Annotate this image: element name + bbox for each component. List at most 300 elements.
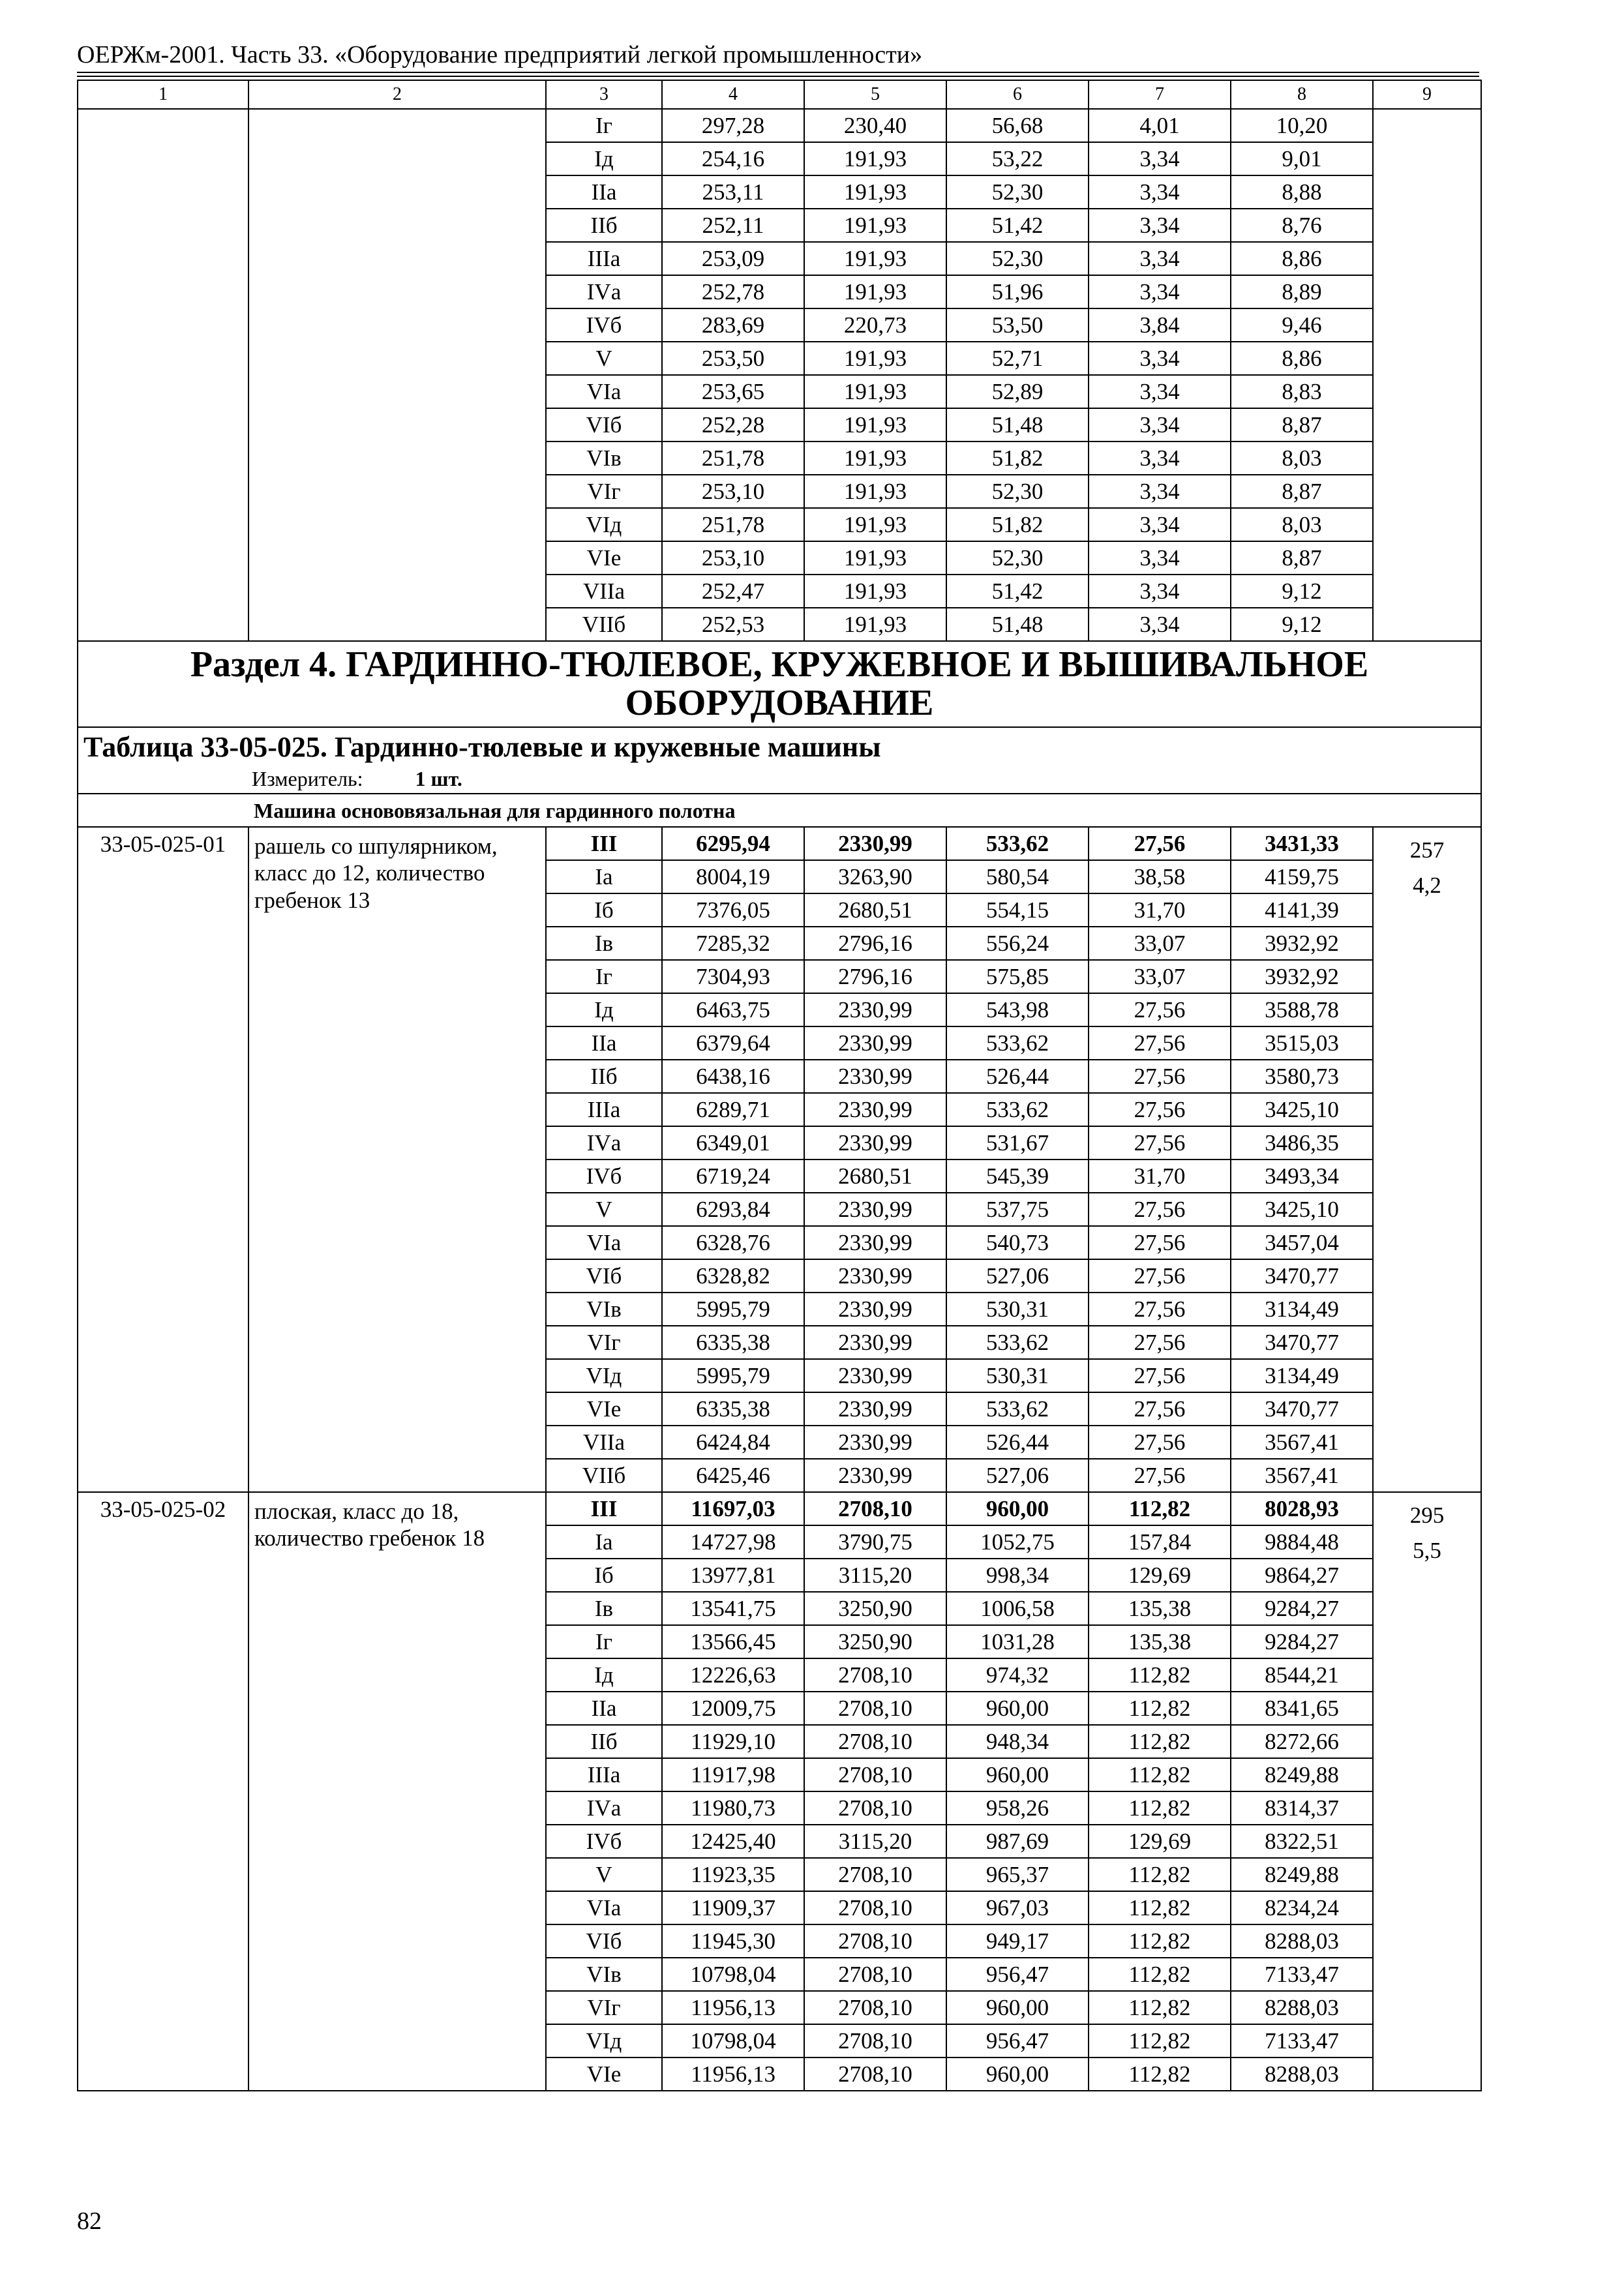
zone-cell: Iа <box>546 860 662 893</box>
value-cell-c4: 5995,79 <box>662 1293 804 1326</box>
value-cell-c8: 8,86 <box>1231 242 1373 275</box>
value-cell-c4: 6719,24 <box>662 1159 804 1193</box>
value-cell-c6: 540,73 <box>946 1226 1089 1259</box>
value-cell-c5: 2330,99 <box>804 1392 946 1426</box>
value-cell-c8: 8,87 <box>1231 541 1373 575</box>
value-cell-c7: 33,07 <box>1089 927 1231 960</box>
value-cell-c4: 11929,10 <box>662 1725 804 1758</box>
zone-cell: IVб <box>546 308 662 342</box>
value-cell-c4: 253,09 <box>662 242 804 275</box>
zone-cell: IIIа <box>546 242 662 275</box>
value-cell-c6: 545,39 <box>946 1159 1089 1193</box>
value-cell-c8: 8544,21 <box>1231 1658 1373 1692</box>
value-cell-c5: 2330,99 <box>804 1459 946 1492</box>
value-cell-c6: 965,37 <box>946 1858 1089 1891</box>
value-cell-c5: 2330,99 <box>804 1060 946 1093</box>
zone-cell: III <box>546 827 662 860</box>
value-cell-c7: 27,56 <box>1089 1459 1231 1492</box>
value-cell-c4: 11956,13 <box>662 1991 804 2024</box>
zone-cell: Iв <box>546 927 662 960</box>
continuation-name-cell <box>248 109 546 641</box>
value-cell-c8: 8272,66 <box>1231 1725 1373 1758</box>
value-cell-c7: 112,82 <box>1089 1958 1231 1991</box>
value-cell-c5: 2708,10 <box>804 1958 946 1991</box>
value-cell-c4: 12009,75 <box>662 1692 804 1725</box>
value-cell-c6: 556,24 <box>946 927 1089 960</box>
value-cell-c8: 8249,88 <box>1231 1858 1373 1891</box>
value-cell-c5: 2708,10 <box>804 1725 946 1758</box>
zone-cell: Iб <box>546 1559 662 1592</box>
value-cell-c7: 3,34 <box>1089 508 1231 541</box>
zone-cell: Iг <box>546 109 662 142</box>
value-cell-c5: 2708,10 <box>804 1692 946 1725</box>
value-cell-c8: 3932,92 <box>1231 960 1373 993</box>
value-cell-c4: 253,65 <box>662 375 804 408</box>
item-name: плоская, класс до 18, количество гребенок 18 <box>248 1492 546 2091</box>
value-cell-c4: 6289,71 <box>662 1093 804 1126</box>
zone-cell: V <box>546 1193 662 1226</box>
value-cell-c6: 948,34 <box>946 1725 1089 1758</box>
zone-cell: VIв <box>546 441 662 475</box>
value-cell-c6: 52,71 <box>946 342 1089 375</box>
value-cell-c7: 27,56 <box>1089 1392 1231 1426</box>
value-cell-c8: 3457,04 <box>1231 1226 1373 1259</box>
value-cell-c8: 3493,34 <box>1231 1159 1373 1193</box>
value-cell-c6: 52,30 <box>946 242 1089 275</box>
value-cell-c6: 531,67 <box>946 1126 1089 1159</box>
zone-cell: VIв <box>546 1958 662 1991</box>
value-cell-c6: 956,47 <box>946 2024 1089 2057</box>
value-cell-c7: 33,07 <box>1089 960 1231 993</box>
zone-cell: VIIа <box>546 575 662 608</box>
value-cell-c5: 2708,10 <box>804 2024 946 2057</box>
zone-cell: VIв <box>546 1293 662 1326</box>
value-cell-c7: 3,34 <box>1089 541 1231 575</box>
value-cell-c4: 6424,84 <box>662 1426 804 1459</box>
value-cell-c7: 27,56 <box>1089 1126 1231 1159</box>
value-cell-c4: 7285,32 <box>662 927 804 960</box>
value-cell-c8: 3580,73 <box>1231 1060 1373 1093</box>
value-cell-c4: 11956,13 <box>662 2057 804 2091</box>
zone-cell: IIа <box>546 175 662 209</box>
value-cell-c7: 112,82 <box>1089 1858 1231 1891</box>
value-cell-c4: 253,10 <box>662 475 804 508</box>
value-cell-c4: 12425,40 <box>662 1825 804 1858</box>
value-cell-c5: 2796,16 <box>804 927 946 960</box>
value-cell-c5: 191,93 <box>804 408 946 441</box>
value-cell-c6: 53,50 <box>946 308 1089 342</box>
value-cell-c4: 6438,16 <box>662 1060 804 1093</box>
value-cell-c6: 960,00 <box>946 1492 1089 1525</box>
value-cell-c8: 3470,77 <box>1231 1326 1373 1359</box>
value-cell-c6: 52,30 <box>946 475 1089 508</box>
table-title-row <box>78 727 1481 794</box>
value-cell-c6: 52,30 <box>946 175 1089 209</box>
measure-label: Измеритель: <box>252 767 363 790</box>
value-cell-c6: 527,06 <box>946 1259 1089 1293</box>
zone-cell: VIе <box>546 2057 662 2091</box>
value-cell-c5: 191,93 <box>804 175 946 209</box>
value-cell-c7: 27,56 <box>1089 1293 1231 1326</box>
value-cell-c6: 51,82 <box>946 441 1089 475</box>
value-cell-c8: 7133,47 <box>1231 2024 1373 2057</box>
value-cell-c5: 191,93 <box>804 441 946 475</box>
value-cell-c5: 2708,10 <box>804 2057 946 2091</box>
value-cell-c8: 8,86 <box>1231 342 1373 375</box>
value-cell-c8: 8,89 <box>1231 275 1373 308</box>
value-cell-c6: 51,42 <box>946 209 1089 242</box>
item-col9-value: 295 <box>1409 1503 1445 1528</box>
machine-title-row <box>78 794 1481 827</box>
value-cell-c4: 6349,01 <box>662 1126 804 1159</box>
value-cell-c4: 5995,79 <box>662 1359 804 1392</box>
value-cell-c6: 580,54 <box>946 860 1089 893</box>
value-cell-c7: 129,69 <box>1089 1825 1231 1858</box>
value-cell-c4: 14727,98 <box>662 1525 804 1559</box>
value-cell-c4: 252,78 <box>662 275 804 308</box>
value-cell-c7: 3,34 <box>1089 209 1231 242</box>
value-cell-c6: 956,47 <box>946 1958 1089 1991</box>
value-cell-c8: 7133,47 <box>1231 1958 1373 1991</box>
value-cell-c7: 3,34 <box>1089 242 1231 275</box>
section-row <box>78 641 1481 727</box>
value-cell-c8: 8,83 <box>1231 375 1373 408</box>
value-cell-c7: 135,38 <box>1089 1592 1231 1625</box>
value-cell-c8: 8314,37 <box>1231 1791 1373 1825</box>
value-cell-c7: 112,82 <box>1089 1791 1231 1825</box>
value-cell-c7: 129,69 <box>1089 1559 1231 1592</box>
zone-cell: IIб <box>546 1725 662 1758</box>
value-cell-c7: 3,34 <box>1089 575 1231 608</box>
value-cell-c5: 2708,10 <box>804 1891 946 1924</box>
value-cell-c6: 530,31 <box>946 1293 1089 1326</box>
value-cell-c7: 3,34 <box>1089 342 1231 375</box>
value-cell-c5: 2708,10 <box>804 1492 946 1525</box>
zone-cell: IVб <box>546 1159 662 1193</box>
value-cell-c5: 2330,99 <box>804 1359 946 1392</box>
value-cell-c4: 6328,76 <box>662 1226 804 1259</box>
value-cell-c6: 543,98 <box>946 993 1089 1026</box>
value-cell-c5: 2708,10 <box>804 1991 946 2024</box>
value-cell-c6: 974,32 <box>946 1658 1089 1692</box>
value-cell-c6: 575,85 <box>946 960 1089 993</box>
value-cell-c4: 6328,82 <box>662 1259 804 1293</box>
value-cell-c7: 112,82 <box>1089 1991 1231 2024</box>
column-number-cell: 2 <box>248 80 546 109</box>
value-cell-c8: 3134,49 <box>1231 1293 1373 1326</box>
value-cell-c8: 8234,24 <box>1231 1891 1373 1924</box>
value-cell-c6: 53,22 <box>946 142 1089 175</box>
value-cell-c8: 4141,39 <box>1231 893 1373 927</box>
value-cell-c7: 112,82 <box>1089 1658 1231 1692</box>
value-cell-c5: 191,93 <box>804 242 946 275</box>
zone-cell: VIа <box>546 1226 662 1259</box>
value-cell-c5: 191,93 <box>804 608 946 641</box>
value-cell-c8: 8,03 <box>1231 508 1373 541</box>
value-cell-c4: 251,78 <box>662 441 804 475</box>
value-cell-c8: 8288,03 <box>1231 1991 1373 2024</box>
value-cell-c5: 2708,10 <box>804 1658 946 1692</box>
value-cell-c5: 2330,99 <box>804 993 946 1026</box>
value-cell-c7: 3,34 <box>1089 441 1231 475</box>
value-cell-c5: 191,93 <box>804 275 946 308</box>
zone-cell: Iд <box>546 142 662 175</box>
value-cell-c5: 3250,90 <box>804 1625 946 1658</box>
value-cell-c4: 6463,75 <box>662 993 804 1026</box>
value-cell-c7: 27,56 <box>1089 993 1231 1026</box>
value-cell-c5: 2708,10 <box>804 1858 946 1891</box>
value-cell-c4: 13977,81 <box>662 1559 804 1592</box>
value-cell-c5: 3250,90 <box>804 1592 946 1625</box>
rates-table-body <box>78 80 1481 2091</box>
value-cell-c4: 13566,45 <box>662 1625 804 1658</box>
value-cell-c4: 11697,03 <box>662 1492 804 1525</box>
column-number-cell: 5 <box>804 80 946 109</box>
value-cell-c4: 11980,73 <box>662 1791 804 1825</box>
value-cell-c7: 31,70 <box>1089 893 1231 927</box>
zone-cell: Iа <box>546 1525 662 1559</box>
value-cell-c4: 13541,75 <box>662 1592 804 1625</box>
value-cell-c7: 27,56 <box>1089 1359 1231 1392</box>
header-rule-second <box>77 76 1479 77</box>
zone-cell: VIIб <box>546 608 662 641</box>
column-number-cell: 6 <box>946 80 1089 109</box>
zone-cell: III <box>546 1492 662 1525</box>
column-number-cell: 9 <box>1373 80 1481 109</box>
value-cell-c5: 2330,99 <box>804 1126 946 1159</box>
zone-cell: VIд <box>546 2024 662 2057</box>
value-cell-c4: 253,11 <box>662 175 804 209</box>
value-cell-c4: 252,47 <box>662 575 804 608</box>
zone-cell: VIб <box>546 1259 662 1293</box>
zone-cell: VIд <box>546 508 662 541</box>
value-cell-c4: 6293,84 <box>662 1193 804 1226</box>
value-cell-c7: 3,34 <box>1089 175 1231 209</box>
value-cell-c5: 2708,10 <box>804 1758 946 1791</box>
value-cell-c4: 283,69 <box>662 308 804 342</box>
value-cell-c8: 8,88 <box>1231 175 1373 209</box>
value-cell-c6: 533,62 <box>946 1392 1089 1426</box>
zone-cell: VIб <box>546 408 662 441</box>
value-cell-c6: 1052,75 <box>946 1525 1089 1559</box>
value-cell-c6: 958,26 <box>946 1791 1089 1825</box>
value-cell-c8: 8322,51 <box>1231 1825 1373 1858</box>
value-cell-c4: 253,50 <box>662 342 804 375</box>
value-cell-c8: 8,03 <box>1231 441 1373 475</box>
value-cell-c4: 254,16 <box>662 142 804 175</box>
value-cell-c6: 960,00 <box>946 1991 1089 2024</box>
value-cell-c4: 7304,93 <box>662 960 804 993</box>
value-cell-c7: 112,82 <box>1089 1891 1231 1924</box>
value-cell-c8: 3470,77 <box>1231 1259 1373 1293</box>
value-cell-c8: 3431,33 <box>1231 827 1373 860</box>
item-name: рашель со шпулярником, класс до 12, количество гребенок 13 <box>248 827 546 1492</box>
zone-cell: IIб <box>546 209 662 242</box>
page-number: 82 <box>77 2207 102 2235</box>
value-cell-c6: 51,82 <box>946 508 1089 541</box>
value-cell-c7: 3,84 <box>1089 308 1231 342</box>
value-cell-c6: 51,96 <box>946 275 1089 308</box>
value-cell-c5: 3115,20 <box>804 1559 946 1592</box>
table-title: Таблица 33-05-025. Гардинно-тюлевые и кружевные машины <box>83 731 881 763</box>
value-cell-c4: 11917,98 <box>662 1758 804 1791</box>
value-cell-c4: 12226,63 <box>662 1658 804 1692</box>
table-row <box>78 1492 1481 1525</box>
value-cell-c8: 8,87 <box>1231 408 1373 441</box>
column-number-cell: 1 <box>78 80 248 109</box>
value-cell-c8: 8288,03 <box>1231 1924 1373 1958</box>
value-cell-c5: 2330,99 <box>804 1293 946 1326</box>
value-cell-c6: 533,62 <box>946 1093 1089 1126</box>
value-cell-c7: 27,56 <box>1089 1060 1231 1093</box>
zone-cell: VIе <box>546 1392 662 1426</box>
value-cell-c5: 191,93 <box>804 575 946 608</box>
value-cell-c6: 987,69 <box>946 1825 1089 1858</box>
value-cell-c4: 252,11 <box>662 209 804 242</box>
value-cell-c8: 9,01 <box>1231 142 1373 175</box>
value-cell-c4: 6425,46 <box>662 1459 804 1492</box>
value-cell-c8: 8,87 <box>1231 475 1373 508</box>
value-cell-c4: 10798,04 <box>662 1958 804 1991</box>
table-row <box>78 827 1481 860</box>
zone-cell: IIа <box>546 1026 662 1060</box>
value-cell-c5: 3790,75 <box>804 1525 946 1559</box>
value-cell-c5: 2708,10 <box>804 1924 946 1958</box>
value-cell-c7: 27,56 <box>1089 1326 1231 1359</box>
value-cell-c4: 6379,64 <box>662 1026 804 1060</box>
rates-table <box>77 80 1482 2091</box>
value-cell-c4: 7376,05 <box>662 893 804 927</box>
zone-cell: VIд <box>546 1359 662 1392</box>
value-cell-c5: 2330,99 <box>804 1226 946 1259</box>
value-cell-c8: 9864,27 <box>1231 1559 1373 1592</box>
value-cell-c5: 2330,99 <box>804 1093 946 1126</box>
value-cell-c4: 6335,38 <box>662 1392 804 1426</box>
item-col9-value: 257 <box>1409 837 1445 863</box>
value-cell-c5: 2680,51 <box>804 1159 946 1193</box>
value-cell-c5: 2330,99 <box>804 1259 946 1293</box>
value-cell-c8: 9884,48 <box>1231 1525 1373 1559</box>
value-cell-c5: 3263,90 <box>804 860 946 893</box>
value-cell-c8: 10,20 <box>1231 109 1373 142</box>
value-cell-c5: 191,93 <box>804 209 946 242</box>
table-header-cell <box>78 727 1481 794</box>
zone-cell: VIIа <box>546 1426 662 1459</box>
zone-cell: VIе <box>546 541 662 575</box>
value-cell-c8: 4159,75 <box>1231 860 1373 893</box>
value-cell-c8: 8028,93 <box>1231 1492 1373 1525</box>
value-cell-c7: 157,84 <box>1089 1525 1231 1559</box>
value-cell-c7: 27,56 <box>1089 1426 1231 1459</box>
value-cell-c7: 38,58 <box>1089 860 1231 893</box>
value-cell-c7: 3,34 <box>1089 375 1231 408</box>
value-cell-c8: 3567,41 <box>1231 1459 1373 1492</box>
value-cell-c7: 27,56 <box>1089 1259 1231 1293</box>
zone-cell: Iд <box>546 993 662 1026</box>
value-cell-c4: 11923,35 <box>662 1858 804 1891</box>
continuation-c9-cell <box>1373 109 1481 641</box>
zone-cell: VIг <box>546 475 662 508</box>
value-cell-c5: 191,93 <box>804 142 946 175</box>
value-cell-c6: 960,00 <box>946 1692 1089 1725</box>
value-cell-c5: 2708,10 <box>804 1791 946 1825</box>
zone-cell: IIб <box>546 1060 662 1093</box>
value-cell-c7: 27,56 <box>1089 1193 1231 1226</box>
zone-cell: VIIб <box>546 1459 662 1492</box>
value-cell-c8: 3470,77 <box>1231 1392 1373 1426</box>
value-cell-c4: 252,28 <box>662 408 804 441</box>
value-cell-c6: 526,44 <box>946 1426 1089 1459</box>
value-cell-c6: 51,48 <box>946 608 1089 641</box>
value-cell-c5: 2330,99 <box>804 1026 946 1060</box>
zone-cell: VIг <box>546 1326 662 1359</box>
zone-cell: VIа <box>546 375 662 408</box>
value-cell-c6: 52,89 <box>946 375 1089 408</box>
value-cell-c4: 11909,37 <box>662 1891 804 1924</box>
header-rule <box>77 72 1479 73</box>
zone-cell: VIб <box>546 1924 662 1958</box>
zone-cell: IVа <box>546 1791 662 1825</box>
zone-cell: VIа <box>546 1891 662 1924</box>
zone-cell: IIIа <box>546 1758 662 1791</box>
value-cell-c7: 4,01 <box>1089 109 1231 142</box>
value-cell-c7: 3,34 <box>1089 142 1231 175</box>
value-cell-c6: 967,03 <box>946 1891 1089 1924</box>
value-cell-c6: 530,31 <box>946 1359 1089 1392</box>
value-cell-c6: 533,62 <box>946 827 1089 860</box>
column-number-cell: 8 <box>1231 80 1373 109</box>
value-cell-c8: 3425,10 <box>1231 1093 1373 1126</box>
value-cell-c8: 3134,49 <box>1231 1359 1373 1392</box>
zone-cell: V <box>546 342 662 375</box>
value-cell-c6: 51,48 <box>946 408 1089 441</box>
value-cell-c6: 1006,58 <box>946 1592 1089 1625</box>
value-cell-c7: 27,56 <box>1089 1093 1231 1126</box>
section-title: Раздел 4. ГАРДИННО-ТЮЛЕВОЕ, КРУЖЕВНОЕ И ВЫШИВАЛЬНОЕ ОБОРУДОВАНИЕ <box>78 641 1481 727</box>
value-cell-c4: 6335,38 <box>662 1326 804 1359</box>
value-cell-c4: 6295,94 <box>662 827 804 860</box>
value-cell-c8: 3932,92 <box>1231 927 1373 960</box>
zone-cell: VIг <box>546 1991 662 2024</box>
value-cell-c8: 3425,10 <box>1231 1193 1373 1226</box>
column-number-cell: 7 <box>1089 80 1231 109</box>
column-number-cell: 4 <box>662 80 804 109</box>
measure-value: 1 шт. <box>415 767 462 790</box>
zone-cell: Iг <box>546 1625 662 1658</box>
item-code: 33-05-025-01 <box>78 827 248 1492</box>
value-cell-c8: 3588,78 <box>1231 993 1373 1026</box>
column-numbers-row <box>78 80 1481 109</box>
item-col9-value: 4,2 <box>1413 873 1441 899</box>
value-cell-c6: 1031,28 <box>946 1625 1089 1658</box>
value-cell-c6: 949,17 <box>946 1924 1089 1958</box>
continuation-code-cell <box>78 109 248 641</box>
zone-cell: Iв <box>546 1592 662 1625</box>
zone-cell: IVа <box>546 1126 662 1159</box>
value-cell-c8: 9,46 <box>1231 308 1373 342</box>
value-cell-c7: 112,82 <box>1089 1758 1231 1791</box>
value-cell-c5: 2796,16 <box>804 960 946 993</box>
value-cell-c5: 2330,99 <box>804 1326 946 1359</box>
value-cell-c7: 3,34 <box>1089 608 1231 641</box>
value-cell-c6: 960,00 <box>946 2057 1089 2091</box>
value-cell-c6: 960,00 <box>946 1758 1089 1791</box>
value-cell-c8: 8288,03 <box>1231 2057 1373 2091</box>
column-number-cell: 3 <box>546 80 662 109</box>
value-cell-c5: 2330,99 <box>804 827 946 860</box>
measure-row <box>83 768 1475 789</box>
value-cell-c7: 112,82 <box>1089 1924 1231 1958</box>
